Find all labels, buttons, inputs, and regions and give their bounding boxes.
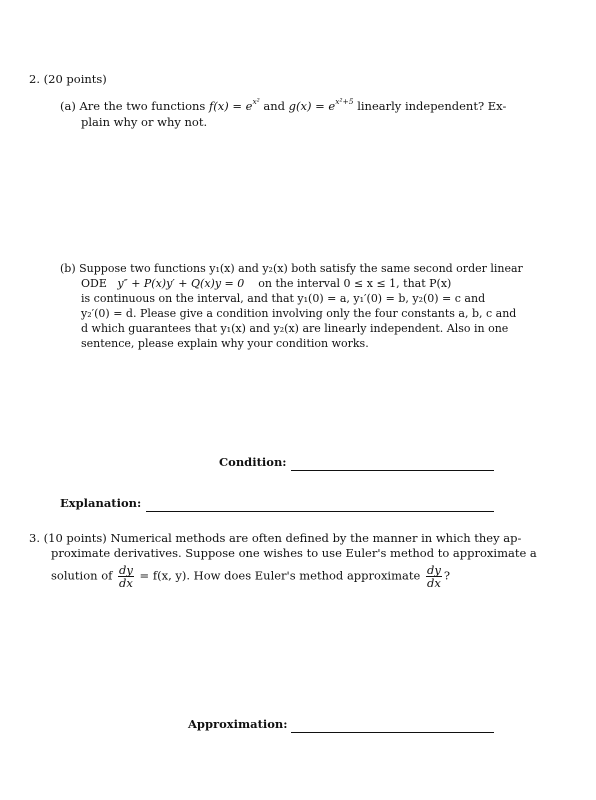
condition-label: Condition: bbox=[219, 455, 287, 469]
part-b-line-3: is continuous on the interval, and that y₁(0) = a, y₁′(0) = b, y₂(0) = c and bbox=[81, 292, 486, 305]
explanation-label: Explanation: bbox=[60, 496, 142, 510]
ode-word: ODE bbox=[81, 277, 107, 290]
question-3 bbox=[29, 531, 537, 590]
fraction-denominator: dx bbox=[119, 576, 133, 590]
question-number: 2. bbox=[29, 72, 40, 86]
part-b bbox=[60, 261, 523, 351]
q3-line-1 bbox=[29, 531, 522, 546]
question-mark: ? bbox=[443, 568, 450, 583]
g-function bbox=[289, 99, 354, 113]
condition-answer-line[interactable] bbox=[291, 470, 494, 471]
part-a-label: (a) bbox=[60, 99, 76, 113]
part-a-question: linearly independent? Ex- bbox=[357, 99, 507, 113]
question-points: (20 points) bbox=[43, 72, 107, 86]
part-b-interval: on the interval 0 ≤ x ≤ 1, that P(x) bbox=[258, 277, 452, 290]
part-b-line-2 bbox=[60, 276, 500, 291]
fraction-denominator: dx bbox=[426, 576, 441, 590]
part-b-line-1 bbox=[60, 261, 523, 276]
explanation-answer-line[interactable] bbox=[146, 511, 494, 512]
dy-dx-fraction bbox=[118, 564, 134, 589]
g-exponent: x²+5 bbox=[335, 97, 354, 107]
fraction-numerator: dy bbox=[119, 563, 133, 577]
part-b-line-4: y₂′(0) = d. Please give a condition involving only the four constants a, b, c and bbox=[81, 307, 517, 320]
q3-text-1: (10 points) Numerical methods are often defined by the manner in which they ap- bbox=[43, 531, 522, 545]
ode-equation: y″ + P(x)y′ + Q(x)y = 0 bbox=[117, 277, 245, 290]
q3-line-2: proximate derivatives. Suppose one wishes to use Euler's method to approximate a bbox=[51, 546, 537, 560]
and-word: and bbox=[263, 99, 285, 113]
question-number: 3. bbox=[29, 531, 40, 545]
f-function bbox=[209, 99, 260, 113]
part-b-line-6: sentence, please explain why your condition works. bbox=[81, 337, 369, 350]
q3-text-3: solution of bbox=[51, 568, 113, 583]
part-b-label: (b) bbox=[60, 262, 76, 275]
part-a-line-2: plain why or why not. bbox=[81, 115, 208, 129]
approximation-label: Approximation: bbox=[188, 717, 288, 731]
fraction-numerator: dy bbox=[426, 563, 441, 577]
g-equation: g(x) = e bbox=[288, 99, 336, 113]
part-a-line-1 bbox=[60, 99, 506, 114]
q3-question: = f(x, y). How does Euler's method approximate bbox=[139, 568, 421, 583]
part-a-text: Are the two functions bbox=[79, 99, 206, 113]
f-exponent: x² bbox=[252, 97, 260, 107]
f-equation: f(x) = e bbox=[209, 99, 253, 113]
q3-line-3 bbox=[29, 564, 509, 589]
part-b-text-1: Suppose two functions y₁(x) and y₂(x) both satisfy the same second order linear bbox=[79, 262, 523, 275]
approximation-answer-line[interactable] bbox=[291, 732, 494, 733]
part-b-line-5: d which guarantees that y₁(x) and y₂(x) are linearly independent. Also in one bbox=[81, 322, 509, 335]
question-2-header bbox=[29, 72, 107, 87]
dy-dx-fraction-2 bbox=[426, 564, 442, 589]
